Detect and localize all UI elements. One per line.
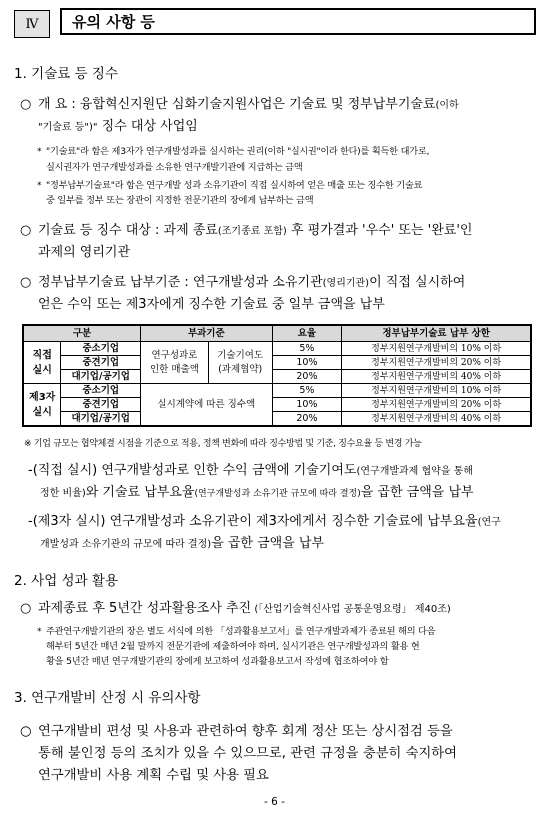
bullet-payment-criteria: ○ 정부납부기술료 납부기준 : 연구개발성과 소유기관(영리기관)이 직접 실시하여 얻은 수익 또는 제3자에게 징수한 기술료 중 일부 금액을 납부 (38, 272, 538, 315)
section-title: 유의 사항 등 (60, 8, 536, 35)
company-type: 대기업/공기업 (61, 370, 141, 384)
table-footnote: ※ 기업 규모는 협약체결 시점을 기준으로 적용, 정책 변화에 따라 징수방법 및 기준, 징수요율 등 변경 가능 (24, 439, 422, 449)
bullet-outcome-survey: ○ 과제종료 후 5년간 성과활용조사 추진 (「산업기술혁신사업 공통운영요령」 제40조) (38, 598, 538, 620)
table-header-row (23, 325, 531, 342)
circle-bullet-icon: ○ (20, 223, 32, 238)
royalty-rate-table (22, 324, 532, 427)
criteria-license-fee: 실시계약에 따른 징수액 (141, 384, 272, 427)
asterisk-icon: * (37, 180, 42, 191)
group-third-party: 제3자 실시 (23, 384, 61, 427)
table-row (23, 412, 531, 427)
rate-cell: 5% (272, 342, 342, 356)
asterisk-icon: * (37, 626, 42, 637)
dash-direct-implementation: -(직접 실시) 연구개발성과로 인한 수익 금액에 기술기여도(연구개발과제 협약을 통해 정한 비율)와 기술료 납부요율(연구개발성과 소유기관 규모에 따라 결정)을 곱한 금액을 납부 (28, 463, 474, 500)
cap-cell: 정부지원연구개발비의 20% 이하 (342, 356, 531, 370)
table-row (23, 398, 531, 412)
circle-bullet-icon: ○ (20, 97, 32, 112)
cap-cell: 정부지원연구개발비의 10% 이하 (342, 384, 531, 398)
col-header-cap: 정부납부기술료 납부 상한 (342, 325, 531, 342)
company-type: 중소기업 (61, 384, 141, 398)
cap-cell: 정부지원연구개발비의 10% 이하 (342, 342, 531, 356)
note-royalty-definition: * "기술료"라 함은 제3자가 연구개발성과를 실시하는 권리(이하 "실시권"이라 한다)를 획득한 대가로, 실시권자가 연구개발성과를 소유한 연구개발기관에 지급하는 금액 (37, 146, 430, 173)
bullet-budget-rules: ○ 연구개발비 편성 및 사용과 관련하여 향후 회계 정산 또는 상시점검 등을 통해 불인정 등의 조치가 있을 수 있으므로, 관련 규정을 충분히 숙지하여 연구개발비 사용 계획 수립 및 사용 필요 (38, 721, 538, 787)
rate-cell: 20% (272, 412, 342, 427)
criteria-contribution: 기술기여도 (과제협약) (208, 342, 272, 384)
circle-bullet-icon: ○ (20, 601, 32, 616)
table-row (23, 370, 531, 384)
circle-bullet-icon: ○ (20, 724, 32, 739)
circle-bullet-icon: ○ (20, 275, 32, 290)
bullet-collection-target: ○ 기술료 등 징수 대상 : 과제 종료(조기종료 포함) 후 평가결과 '우수' 또는 '완료'인 과제의 영리기관 (38, 220, 538, 263)
cap-cell: 정부지원연구개발비의 40% 이하 (342, 412, 531, 427)
col-header-criteria: 부과기준 (141, 325, 272, 342)
heading-budget-cautions: 3. 연구개발비 산정 시 유의사항 (14, 690, 201, 706)
bullet-overview: ○ 개 요 : 융합혁신지원단 심화기술지원사업은 기술료 및 정부납부기술료(이하 "기술료 등")" 징수 대상 사업임 (38, 94, 538, 138)
criteria-sales: 연구성과로 인한 매출액 (141, 342, 209, 384)
heading-outcome-utilization: 2. 사업 성과 활용 (14, 573, 118, 589)
table-row (23, 356, 531, 370)
rate-cell: 10% (272, 356, 342, 370)
col-header-category: 구분 (23, 325, 141, 342)
note-gov-royalty-definition: * "정부납부기술료"라 함은 연구개발 성과 소유기관이 직접 실시하여 얻은 매출 또는 징수한 기술료 중 일부를 정부 또는 장관이 지정한 전문기관의 장에게 납부하는 금액 (37, 180, 423, 206)
company-type: 중견기업 (61, 356, 141, 370)
dash-third-party-implementation: -(제3자 실시) 연구개발성과 소유기관이 제3자에게서 징수한 기술료에 납부요율(연구 개발성과 소유기관의 규모에 따라 결정)을 곱한 금액을 납부 (28, 514, 501, 551)
heading-fee-collection: 1. 기술료 등 징수 (14, 66, 118, 82)
company-type: 중견기업 (61, 398, 141, 412)
rate-cell: 10% (272, 398, 342, 412)
asterisk-icon: * (37, 146, 42, 157)
table-row (23, 342, 531, 356)
note-outcome-report: * 주관연구개발기관의 장은 별도 서식에 의한 「성과활용보고서」를 연구개발과제가 종료된 해의 다음 해부터 5년간 매년 2월 말까지 전문기관에 제출하여야 하며, 실시기관은 연구개발성과의 활용 현 황을 5년간 매년 연구개발기관의 장에게 보고하여 성과활용보고서 작성에 협조하여야 함 (37, 626, 436, 667)
cap-cell: 정부지원연구개발비의 40% 이하 (342, 370, 531, 384)
company-type: 중소기업 (61, 342, 141, 356)
cap-cell: 정부지원연구개발비의 20% 이하 (342, 398, 531, 412)
group-direct: 직접 실시 (23, 342, 61, 384)
rate-cell: 20% (272, 370, 342, 384)
section-number-box: Ⅳ (14, 10, 50, 38)
table-row (23, 384, 531, 398)
rate-cell: 5% (272, 384, 342, 398)
page-number: - 6 - (264, 796, 285, 808)
company-type: 대기업/공기업 (61, 412, 141, 427)
col-header-rate: 요율 (272, 325, 342, 342)
